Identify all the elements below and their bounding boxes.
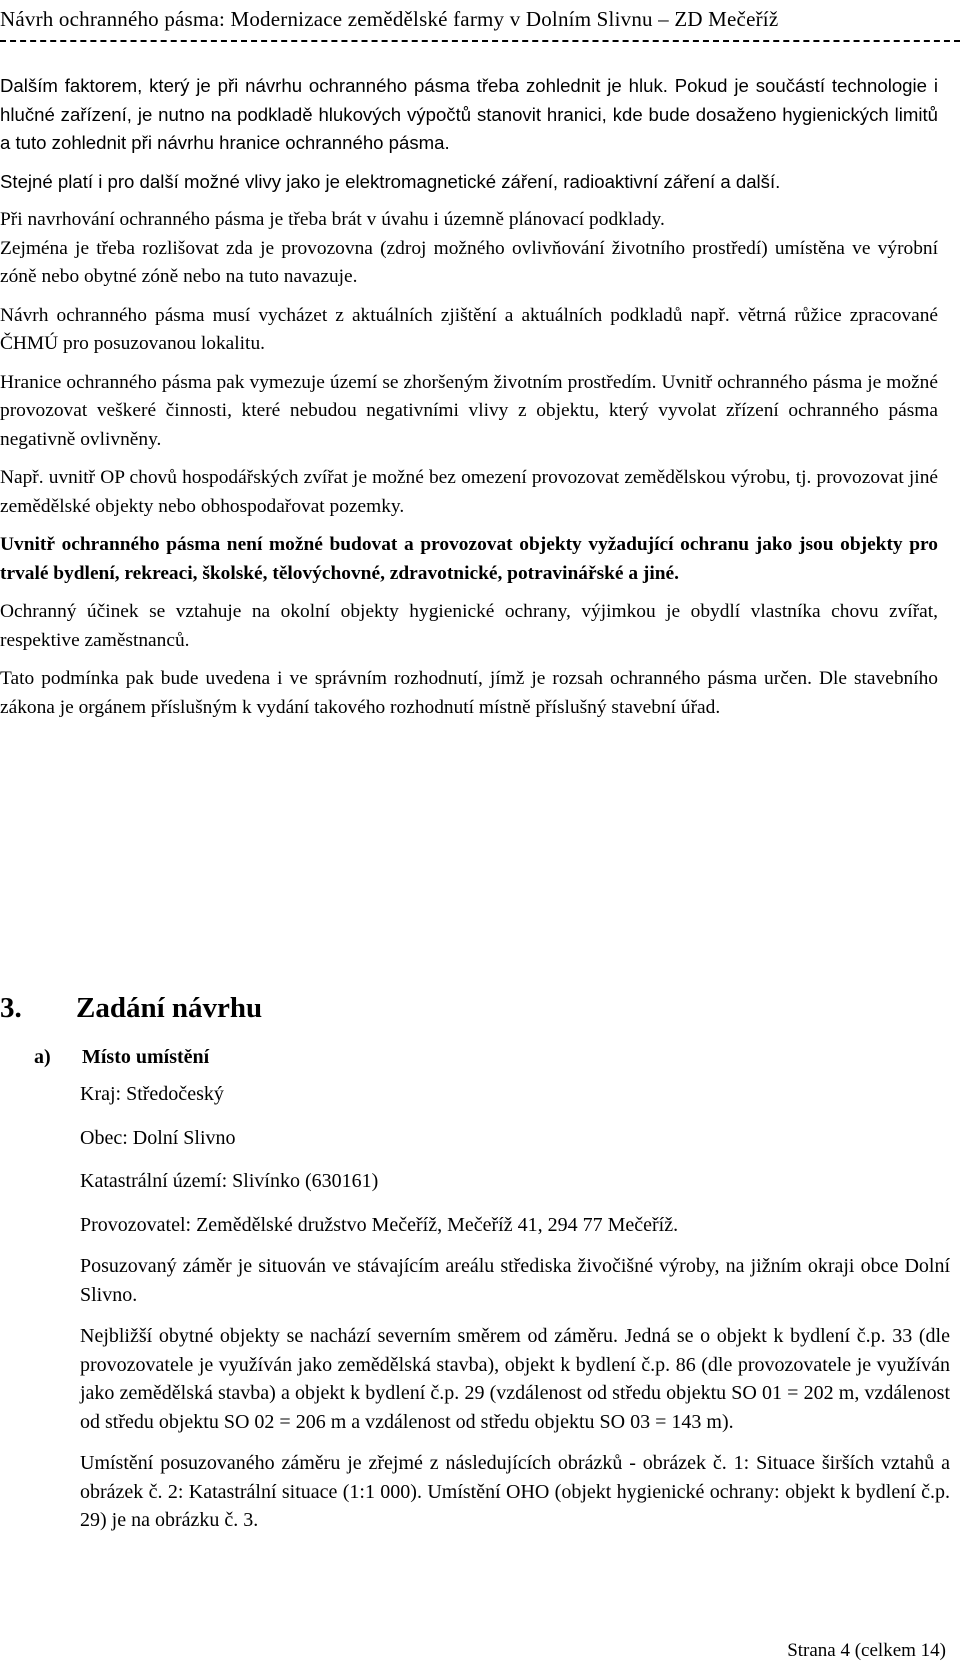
subsection-title: Místo umístění: [82, 1046, 210, 1068]
subsection-label: a): [34, 1046, 51, 1068]
location-details: [80, 1080, 950, 1548]
section-number: 3.: [0, 992, 22, 1024]
paragraph-decision: Tato podmínka pak bude uvedena i ve správním rozhodnutí, jímž je rozsah ochranného pásma určen. Dle stavebního zákona je orgánem příslušným k vydání takového rozhodnutí místně příslušný stavební úřad.: [0, 668, 938, 718]
detail-nearest-buildings: Nejbližší obytné objekty se nachází severním směrem od záměru. Jedná se o objekt k bydlení č.p. 33 (dle provozovatele je využíván jako zemědělská stavba), objekt k bydlení č.p. 86 (dle provozovatele je využíván jako zemědělská stavba) a objekt k bydlení č.p. 29 (vzdálenost od středu objektu SO 01 = 202 m, vzdálenost od středu objektu SO 02 = 206 m a vzdálenost od středu objektu SO 03 = 143 m).: [80, 1325, 950, 1433]
detail-operator: Provozovatel: Zemědělské družstvo Mečeříž, Mečeříž 41, 294 77 Mečeříž.: [80, 1213, 679, 1236]
paragraph-other-effects: Stejné platí i pro další možné vlivy jako je elektromagnetické záření, radioaktivní záření a další.: [0, 170, 781, 192]
paragraph-noise: Dalším faktorem, který je při návrhu ochranného pásma třeba zohlednit je hluk. Pokud je součástí technologie i hlučné zařízení, je nutno na podkladě hlukových výpočtů stanovit hranici, kde bude dosaženo hygienických limitů a tuto zohlednit při návrhu hranice ochranného pásma.: [0, 75, 938, 153]
body-text: [0, 72, 938, 732]
detail-municipality: Obec: Dolní Slivno: [80, 1126, 236, 1149]
paragraph-restriction: Uvnitř ochranného pásma není možné budovat a provozovat objekty vyžadující ochranu jako jsou objekty pro trvalé bydlení, rekreaci, školské, tělovýchovné, zdravotnické, potravinářské a jiné.: [0, 534, 938, 584]
paragraph-planning: Při navrhování ochranného pásma je třeba brát v úvahu i územně plánovací podklady.: [0, 209, 665, 230]
header-divider: [0, 40, 960, 42]
paragraph-example: Např. uvnitř OP chovů hospodářských zvířat je možné bez omezení provozovat zemědělskou výrobu, tj. provozovat jiné zemědělské objekty nebo obhospodařovat pozemky.: [0, 467, 938, 517]
section-title: Zadání návrhu: [76, 992, 263, 1024]
detail-plan-location: Posuzovaný záměr je situován ve stávajícím areálu střediska živočišné výroby, na jižním okraji obce Dolní Slivno.: [80, 1255, 950, 1306]
page-header: Návrh ochranného pásma: Modernizace zemědělské farmy v Dolním Slivnu – ZD Mečeříž: [0, 7, 779, 31]
paragraph-current-data: Návrh ochranného pásma musí vycházet z aktuálních zjištění a aktuálních podkladů např. větrná růžice zpracované ČHMÚ pro posuzovanou lokalitu.: [0, 304, 938, 354]
detail-cadastral-area: Katastrální území: Slivínko (630161): [80, 1170, 379, 1192]
page-number: Strana 4 (celkem 14): [787, 1640, 946, 1661]
paragraph-boundary: Hranice ochranného pásma pak vymezuje území se zhoršeným životním prostředím. Uvnitř ochranného pásma je možné provozovat veškeré činnosti, které nebudou negativními vlivy z objektu, který vyvolat zřízení ochranného pásma negativně ovlivněny.: [0, 371, 938, 450]
paragraph-protection-effect: Ochranný účinek se vztahuje na okolní objekty hygienické ochrany, výjimkou je obydlí vlastníka chovu zvířat, respektive zaměstnanců.: [0, 601, 938, 651]
subsection-heading: [34, 1046, 209, 1069]
detail-figures-reference: Umístění posuzovaného záměru je zřejmé z následujících obrázků - obrázek č. 1: Situace širších vztahů a obrázek č. 2: Katastrální situace (1:1 000). Umístění OHO (objekt hygienické ochrany: objekt k bydlení č.p. 29) je na obrázku č. 3.: [80, 1452, 950, 1531]
section-heading: [0, 992, 262, 1025]
detail-region: Kraj: Středočeský: [80, 1083, 224, 1105]
paragraph-zones: Zejména je třeba rozlišovat zda je provozovna (zdroj možného ovlivňování životního prostředí) umístěna ve výrobní zóně nebo obytné zóně nebo na tuto navazuje.: [0, 237, 938, 287]
